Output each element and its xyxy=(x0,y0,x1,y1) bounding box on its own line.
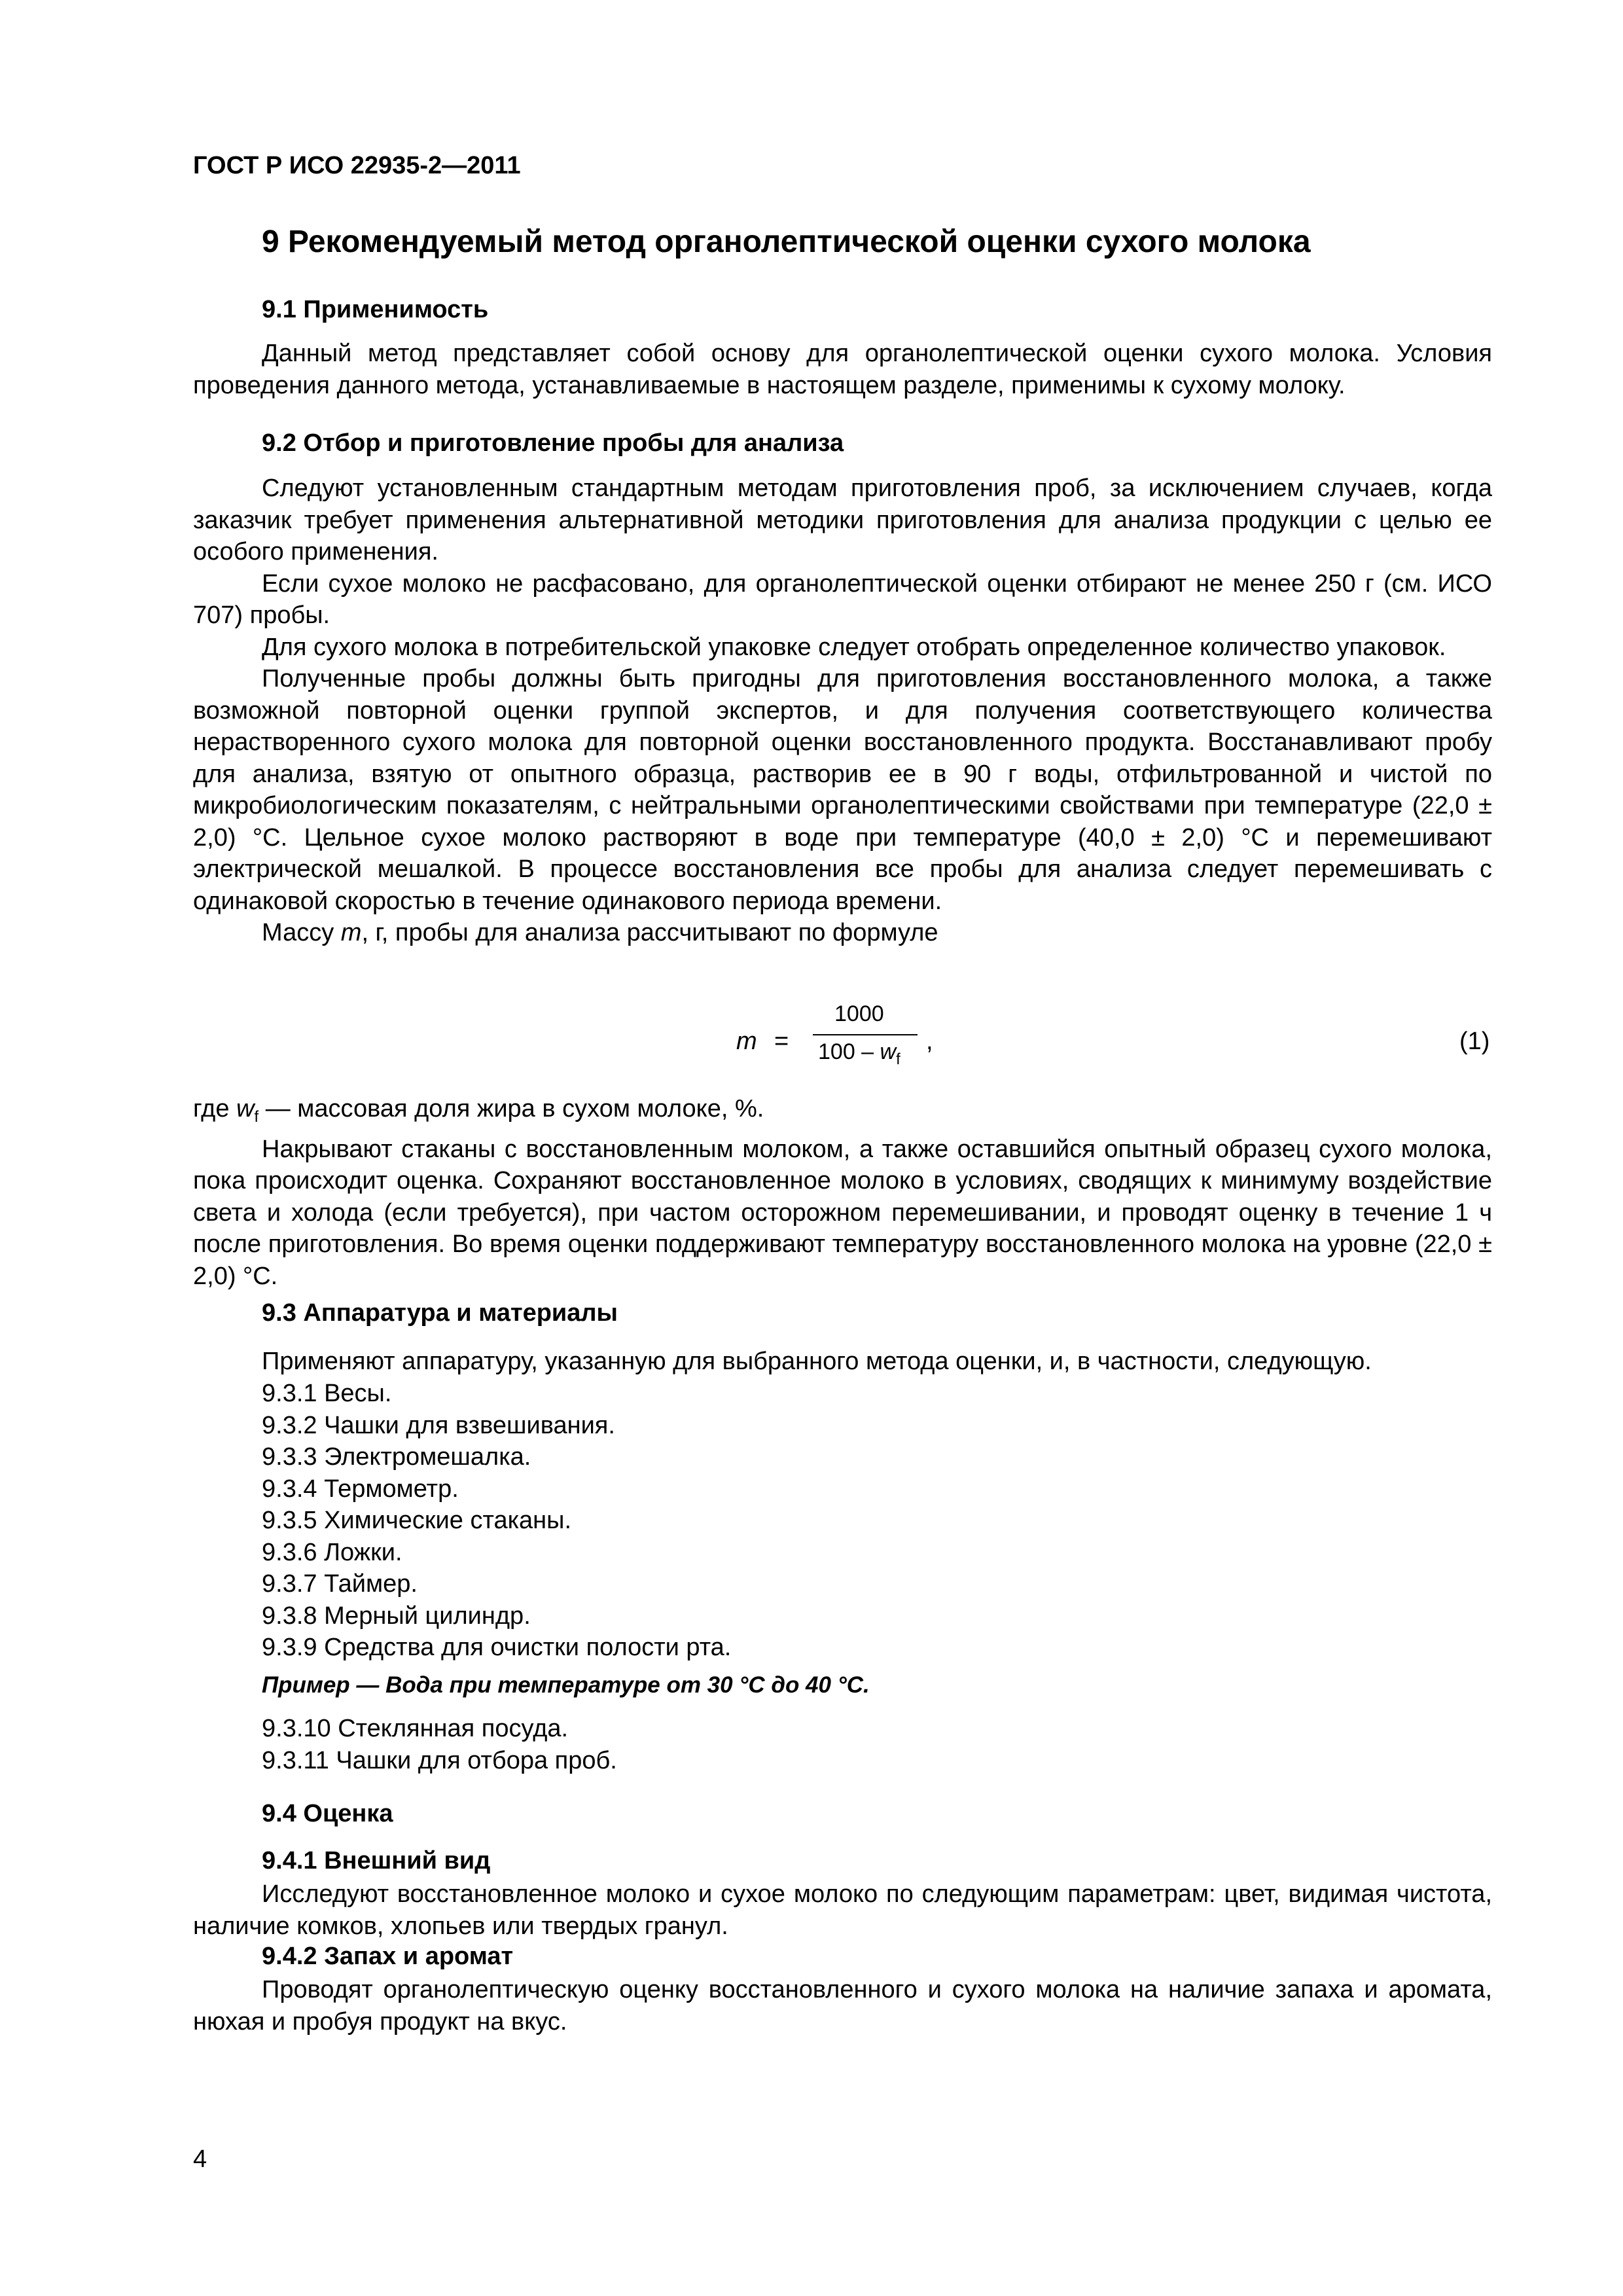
where-clause: где $w_f$ — массовая доля жира в сухом молоке, %. xyxy=(193,1095,764,1126)
formula-denominator: $100 - w_f$ xyxy=(818,1039,901,1068)
paragraph: Если сухое молоко не расфасовано, для органолептической оценки отбирают не менее 250 г (см. ИСО 707) пробы. xyxy=(193,569,1492,629)
list-item: 9.3.8 Мерный цилиндр. xyxy=(262,1602,531,1630)
section-9-3-title: 9.3 Аппаратура и материалы xyxy=(262,1299,618,1327)
document-header: ГОСТ Р ИСО 22935-2—2011 xyxy=(193,152,521,179)
paragraph: Полученные пробы должны быть пригодны для приготовления восстановленного молока, а также возможной повторной оценки группой экспертов, и для получения соответствующего количества нерастворенного сухого молока для повторной оценки восстановленного продукта. Восстанавливают пробу для анализа, взятую от опытного образца, растворив ее в 90 г воды, отфильтрованной и чистой по микробиологическим показателям, с нейтральными органолептическими свойствами при температуре (22,0 ± 2,0) °С. Цельное сухое молоко растворяют в воде при температуре (40,0 ± 2,0) °С и перемешивают электрической мешалкой. В процессе восстановления все пробы для анализа следует перемешивать с одинаковой скоростью в течение одинакового периода времени. xyxy=(193,665,1492,915)
list-item: 9.3.1 Весы. xyxy=(262,1380,392,1407)
section-9-2-body xyxy=(193,473,1492,949)
list-item: 9.3.10 Стеклянная посуда. xyxy=(262,1715,569,1742)
paragraph: Для сухого молока в потребительской упаковке следует отобрать определенное количество упаковок. xyxy=(262,633,1446,661)
section-9-3-body xyxy=(193,1346,1492,1378)
section-9-4-2-title: 9.4.2 Запах и аромат xyxy=(262,1943,514,1970)
formula-comma: , xyxy=(926,1028,933,1055)
paragraph-mass-intro: Массу m, г, пробы для анализа рассчитывают по формуле xyxy=(262,919,938,946)
list-item: 9.3.3 Электромешалка. xyxy=(262,1443,531,1471)
paragraph: Следуют установленным стандартным методам приготовления проб, за исключением случаев, когда заказчик требует применения альтернативной методики приготовления для анализа продукции с целью ее особого применения. xyxy=(193,475,1492,565)
list-item: 9.3.6 Ложки. xyxy=(262,1538,402,1566)
example-note: Пример — Вода при температуре от 30 °С до 40 °С. xyxy=(262,1672,870,1698)
formula-number: (1) xyxy=(1459,1028,1490,1055)
section-9-4-2-body xyxy=(193,1974,1492,2037)
section-9-1-body xyxy=(193,338,1492,401)
paragraph: Исследуют восстановленное молоко и сухое молоко по следующим параметрам: цвет, видимая чистота, наличие комков, хлопьев или твердых гранул. xyxy=(193,1880,1492,1940)
apparatus-list xyxy=(262,1378,731,1664)
list-item: 9.3.7 Таймер. xyxy=(262,1570,418,1598)
section-9-1-title: 9.1 Применимость xyxy=(262,296,489,323)
section-9-2-body-cont xyxy=(193,1093,1492,1292)
formula-equals: = xyxy=(774,1028,789,1055)
paragraph: Проводят органолептическую оценку восстановленного и сухого молока на наличие запаха и аромата, нюхая и пробуя продукт на вкус. xyxy=(193,1976,1492,2036)
section-9-4-1-title: 9.4.1 Внешний вид xyxy=(262,1847,491,1874)
page-number: 4 xyxy=(193,2145,207,2173)
section-9-title: 9 Рекомендуемый метод органолептической оценки сухого молока xyxy=(262,224,1311,259)
list-item: 9.3.4 Термометр. xyxy=(262,1475,459,1503)
section-9-4-1-body xyxy=(193,1878,1492,1942)
paragraph: Применяют аппаратуру, указанную для выбранного метода оценки, и, в частности, следующую. xyxy=(262,1348,1372,1375)
formula-1 xyxy=(736,1001,1495,1080)
fraction-bar xyxy=(813,1034,918,1035)
list-item: 9.3.9 Средства для очистки полости рта. xyxy=(262,1634,732,1661)
formula-numerator: 1000 xyxy=(834,1001,884,1026)
list-item: 9.3.5 Химические стаканы. xyxy=(262,1507,572,1534)
list-item: 9.3.2 Чашки для взвешивания. xyxy=(262,1411,615,1439)
list-item: 9.3.11 Чашки для отбора проб. xyxy=(262,1746,617,1774)
apparatus-list-cont xyxy=(262,1713,617,1776)
paragraph: Накрывают стаканы с восстановленным молоком, а также оставшийся опытный образец сухого молока, пока происходит оценка. Сохраняют восстановленное молоко в условиях, сводящих к минимуму воздействие света и холода (если требуется), при частом осторожном перемешивании, и проводят оценку в течение 1 ч после приготовления. Во время оценки поддерживают температуру восстановленного молока на уровне (22,0 ± 2,0) °С. xyxy=(193,1135,1492,1290)
formula-lhs: m xyxy=(736,1028,757,1055)
section-9-4-title: 9.4 Оценка xyxy=(262,1800,393,1827)
section-9-2-title: 9.2 Отбор и приготовление пробы для анализа xyxy=(262,429,844,457)
paragraph: Данный метод представляет собой основу для органолептической оценки сухого молока. Условия проведения данного метода, устанавливаемые в настоящем разделе, применимы к сухому молоку. xyxy=(193,340,1492,399)
